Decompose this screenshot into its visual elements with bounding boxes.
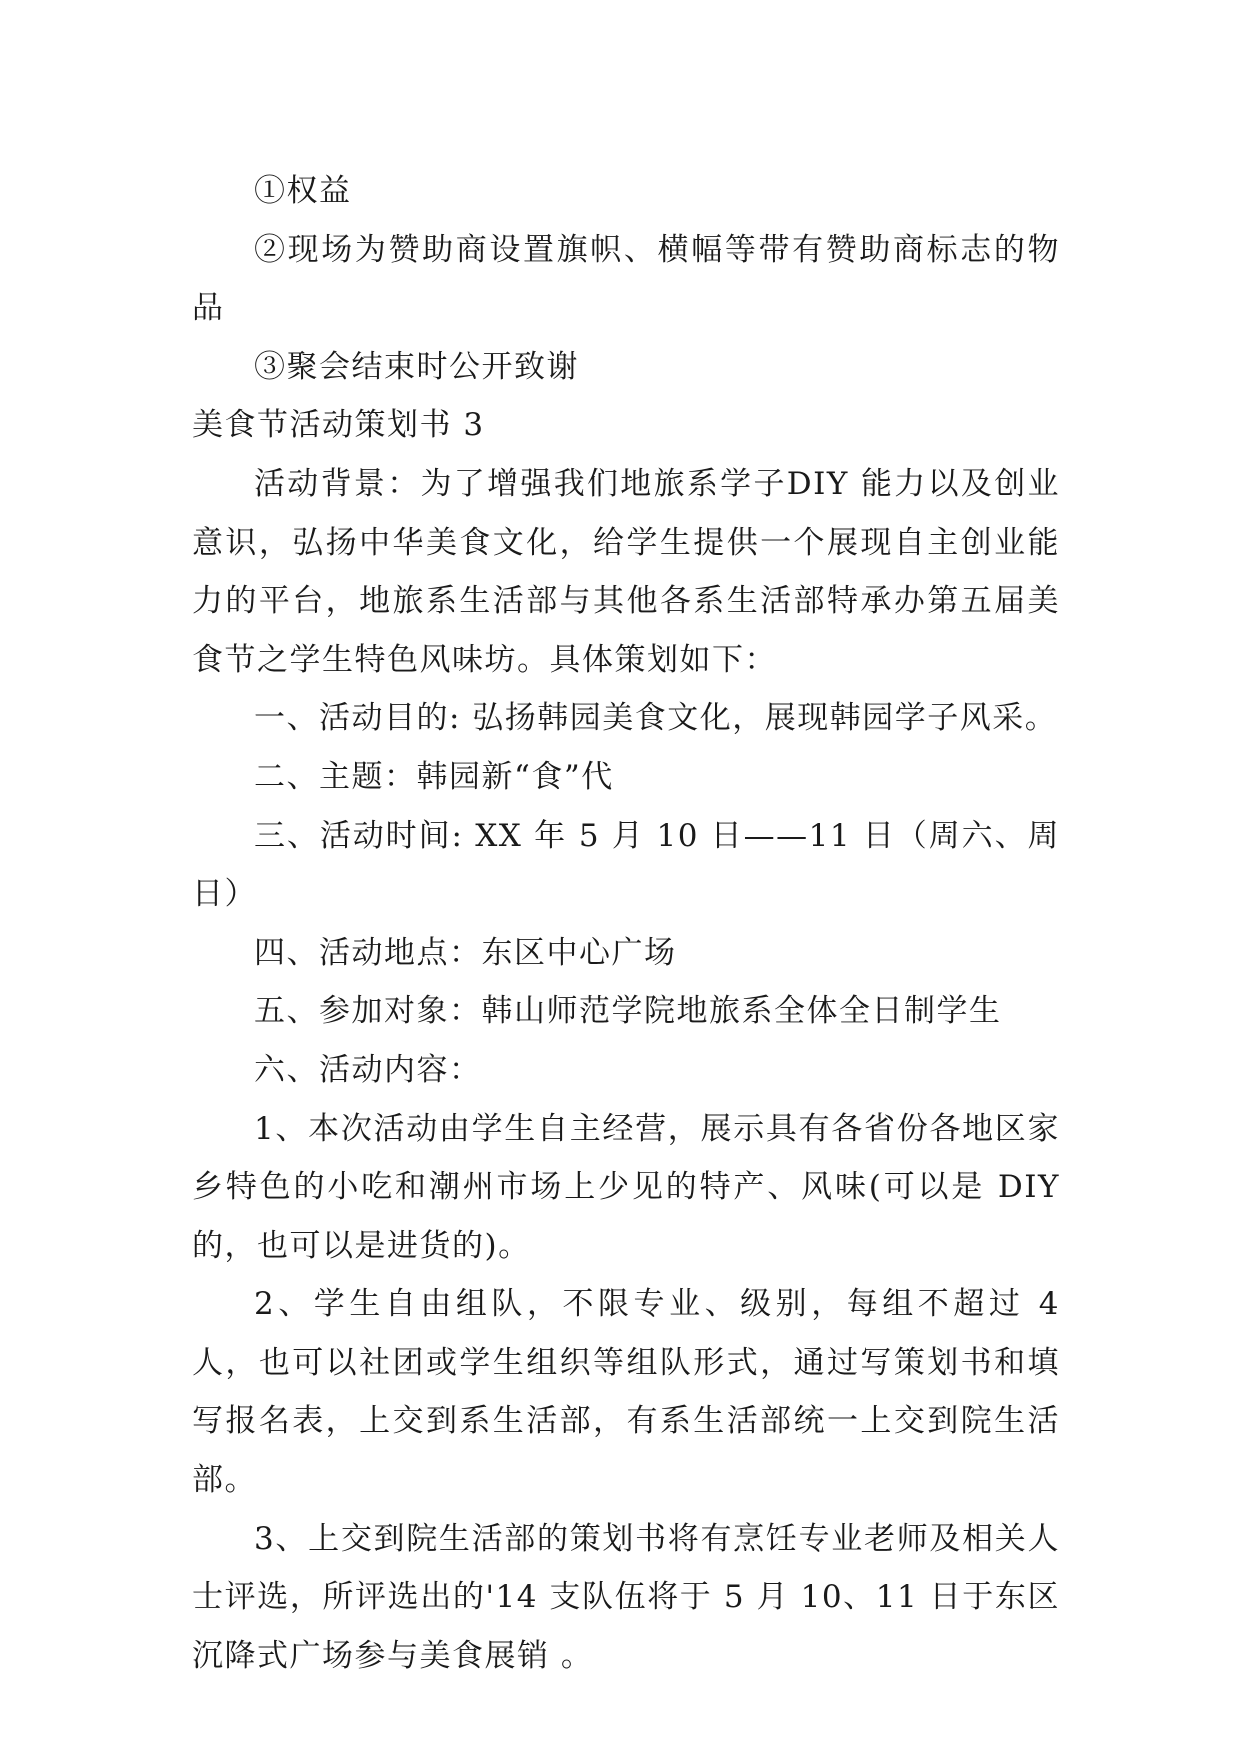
background-paragraph: 活动背景：为了增强我们地旅系学子DIY 能力以及创业意识，弘扬中华美食文化，给学生提供一个展现自主创业能力的平台，地旅系生活部与其他各系生活部特承办第五届美食节之学生特色风味坊。具体策划如下： xyxy=(192,465,1060,678)
plan-item: 五、参加对象：韩山师范学院地旅系全体全日制学生 xyxy=(254,993,1002,1030)
plan-item: 四、活动地点：东区中心广场 xyxy=(254,934,677,971)
content-point: 2、学生自由组队，不限专业、级别，每组不超过 4 人，也可以社团或学生组织等组队形式，通过写策划书和填写报名表，上交到系生活部，有系生活部统一上交到院生活部。 xyxy=(192,1286,1060,1499)
document-body xyxy=(192,162,1060,1685)
rights-item: ①权益 xyxy=(254,173,352,209)
content-point: 1、本次活动由学生自主经营，展示具有各省份各地区家乡特色的小吃和潮州市场上少见的特产、风味(可以是 DIY 的，也可以是进货的)。 xyxy=(192,1110,1060,1264)
plan-item: 一、活动目的: 弘扬韩园美食文化，展现韩园学子风采。 xyxy=(254,700,1058,737)
rights-item: ②现场为赞助商设置旗帜、横幅等带有赞助商标志的物品 xyxy=(192,231,1060,327)
plan-item: 六、活动内容： xyxy=(254,1051,482,1088)
rights-item: ③聚会结束时公开致谢 xyxy=(254,348,579,385)
plan-item: 二、主题：韩园新“食”代 xyxy=(254,758,614,795)
plan-item: 三、活动时间: XX 年 5 月 10 日——11 日（周六、周日） xyxy=(192,817,1060,913)
section-heading: 美食节活动策划书 3 xyxy=(192,407,485,444)
content-point: 3、上交到院生活部的策划书将有烹饪专业老师及相关人士评选，所评选出的'14 支队伍将于 5 月 10、11 日于东区沉降式广场参与美食展销 。 xyxy=(192,1520,1060,1674)
